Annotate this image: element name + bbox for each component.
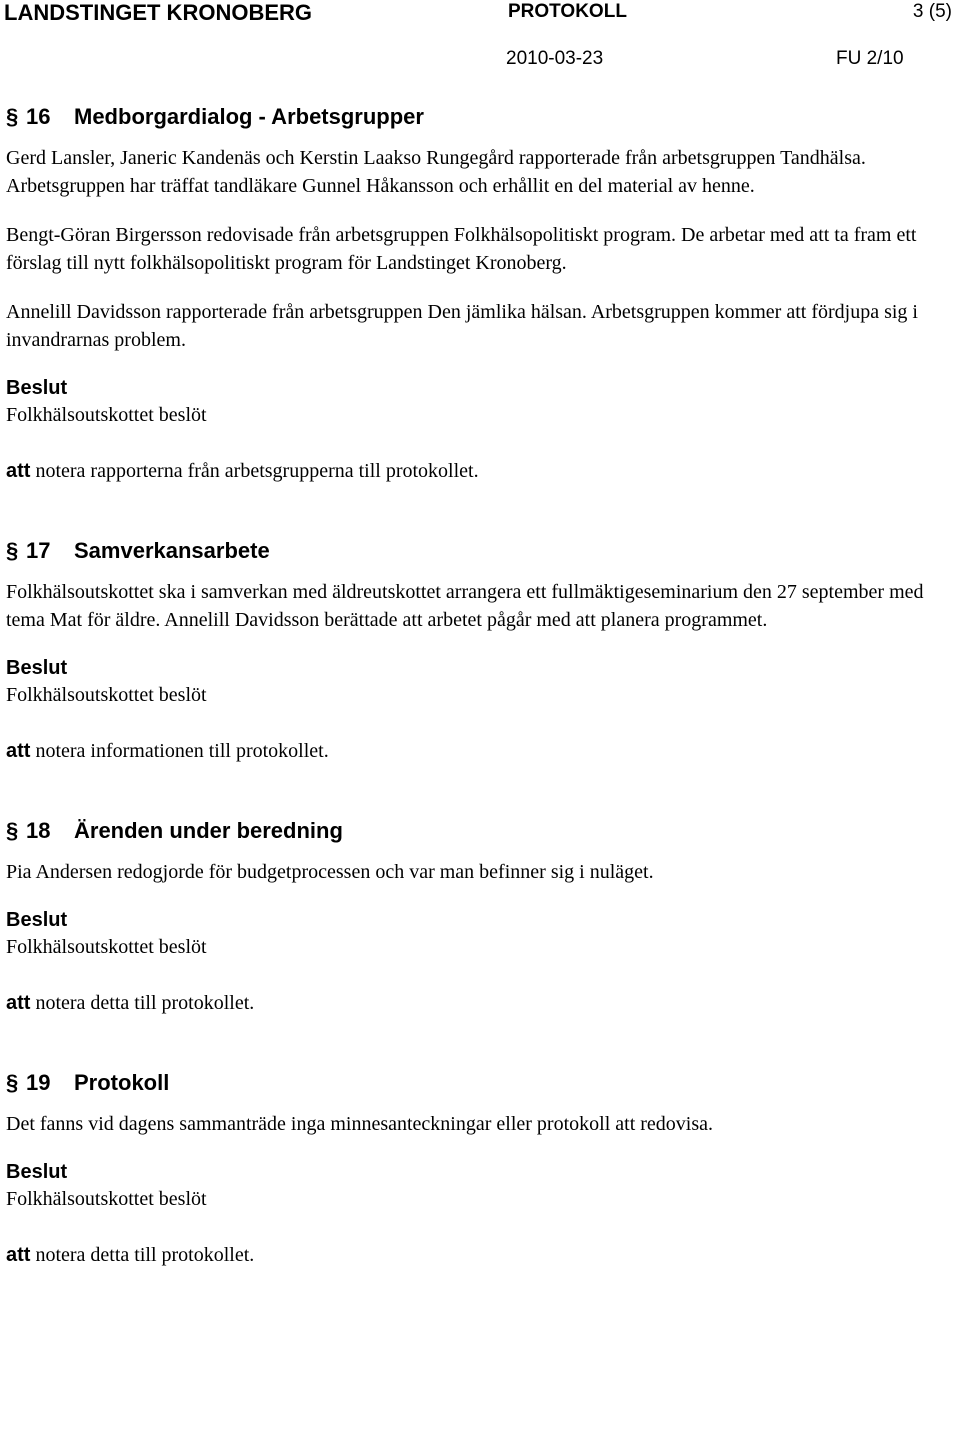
org-name: LANDSTINGET KRONOBERG	[4, 0, 312, 25]
resolution-text: notera detta till protokollet.	[35, 992, 255, 1014]
resolution-att: att	[6, 740, 31, 762]
section-paragraph: Folkhälsoutskottet ska i samverkan med äldreutskottet arrangera ett fullmäktigeseminarium den 27 september med tema Mat för äldre. Annelill Davidsson berättade att arbetet pågår med att planera programmet.	[6, 581, 924, 631]
section-heading	[6, 538, 936, 564]
section-number: 17	[26, 538, 51, 563]
document-type: PROTOKOLL	[508, 1, 627, 22]
resolution	[6, 1241, 936, 1269]
document-reference: FU 2/10	[836, 48, 904, 69]
resolution	[6, 457, 936, 485]
resolution-text: notera rapporterna från arbetsgrupperna till protokollet.	[35, 460, 479, 482]
section-title: Medborgardialog - Arbetsgrupper	[74, 104, 424, 129]
decision-heading: Beslut	[6, 657, 68, 679]
resolution-att: att	[6, 992, 31, 1014]
decision-heading: Beslut	[6, 377, 68, 399]
section-16	[6, 104, 936, 485]
paragraph-symbol: §	[6, 538, 19, 563]
section-heading	[6, 818, 936, 844]
section-title: Samverkansarbete	[74, 538, 270, 563]
section-paragraph: Det fanns vid dagens sammanträde inga minnesanteckningar eller protokoll att redovisa.	[6, 1113, 714, 1135]
resolution	[6, 737, 936, 765]
section-19	[6, 1070, 936, 1269]
paragraph-symbol: §	[6, 1070, 19, 1095]
section-number: 18	[26, 818, 51, 843]
document-body	[6, 104, 936, 1269]
section-paragraph: Bengt-Göran Birgersson redovisade från arbetsgruppen Folkhälsopolitiskt program. De arbetar med att ta fram ett förslag till nytt folkhälsopolitiskt program för Landstinget Kronoberg.	[6, 224, 917, 274]
page-number: 3 (5)	[912, 1, 952, 22]
resolution	[6, 989, 936, 1017]
section-number: 16	[26, 104, 51, 129]
resolution-att: att	[6, 460, 31, 482]
decision-statement: Folkhälsoutskottet beslöt	[6, 1188, 207, 1210]
section-paragraph: Annelill Davidsson rapporterade från arbetsgruppen Den jämlika hälsan. Arbetsgruppen kommer att fördjupa sig i invandrarnas problem.	[6, 301, 918, 351]
section-paragraph: Gerd Lansler, Janeric Kandenäs och Kerstin Laakso Rungegård rapporterade från arbetsgruppen Tandhälsa. Arbetsgruppen har träffat tandläkare Gunnel Håkansson och erhållit en del material av henne.	[6, 147, 866, 197]
decision-heading: Beslut	[6, 909, 68, 931]
section-17	[6, 538, 936, 765]
decision-statement: Folkhälsoutskottet beslöt	[6, 936, 207, 958]
paragraph-symbol: §	[6, 818, 19, 843]
decision-statement: Folkhälsoutskottet beslöt	[6, 404, 207, 426]
decision-statement: Folkhälsoutskottet beslöt	[6, 684, 207, 706]
meeting-date: 2010-03-23	[506, 48, 604, 69]
section-18	[6, 818, 936, 1017]
decision-heading: Beslut	[6, 1161, 68, 1183]
paragraph-symbol: §	[6, 104, 19, 129]
section-paragraph: Pia Andersen redogjorde för budgetprocessen och var man befinner sig i nuläget.	[6, 861, 654, 883]
section-title: Protokoll	[74, 1070, 170, 1095]
resolution-text: notera detta till protokollet.	[35, 1244, 255, 1266]
section-number: 19	[26, 1070, 51, 1095]
resolution-att: att	[6, 1244, 31, 1266]
section-title: Ärenden under beredning	[74, 818, 343, 843]
section-heading	[6, 1070, 936, 1096]
resolution-text: notera informationen till protokollet.	[35, 740, 329, 762]
section-heading	[6, 104, 936, 130]
